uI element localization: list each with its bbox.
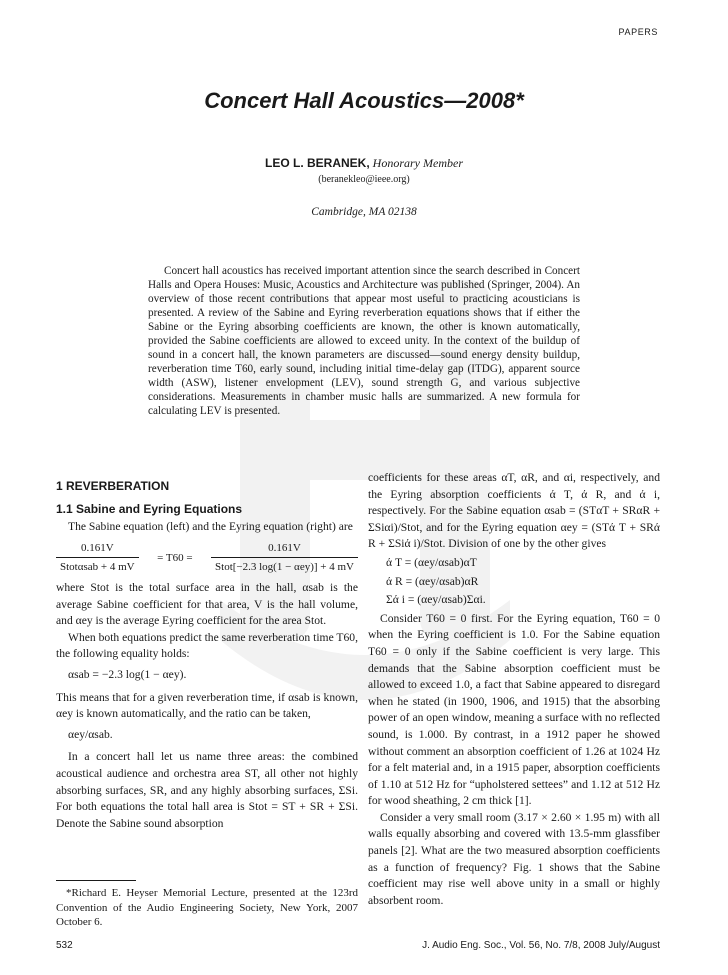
right-column bbox=[368, 470, 660, 909]
sabine-denominator: Stotαsab + 4 mV bbox=[56, 557, 139, 576]
author-role: Honorary Member bbox=[372, 156, 463, 170]
equation-alpha-i: Σά i = (αey/αsab)Σαi. bbox=[386, 593, 486, 607]
section-heading: 1 REVERBERATION bbox=[56, 479, 170, 493]
equation-ratio: αey/αsab. bbox=[68, 727, 113, 741]
author-name: LEO L. BERANEK, bbox=[265, 156, 370, 170]
equation-sabine-eyring bbox=[56, 540, 358, 576]
paragraph-3: When both equations predict the same reverberation time T60, the following equality holds: bbox=[56, 630, 358, 661]
paragraph-5: In a concert hall let us name three areas: the combined acoustical audience and orchestra area ST, all other not highly absorbing surfaces, SR, and any highly absorbing surfaces, ΣSi. For both equations the total hall area is Stot = ST + SR + ΣSi. Denote the Sabine sound absorption bbox=[56, 750, 358, 830]
abstract: Concert hall acoustics has received important attention since the search described in Concert Halls and Opera Houses: Music, Acoustics and Architecture was published (Springer, 2004). An overview of those recent contributions that appear most useful to practicing acousticians is presented. A review of the Sabine and Eyring reverberation equations shows that if either the Sabine or the Eyring absorbing coefficients are known, the other is known automatically, provided the Sabine coefficients are allowed to exceed unity. In the context of the buildup of sound in a concert hall, the known parameters are discussed—sound energy density buildup, reverberation time T60, early sound, including initial time-delay gap (ITDG), apparent source width (ASW), listener envelopment (LEV), sound strength G, and various subjective considerations. Measurements in chamber music halls are summarized. A new formula for calculating LEV is presented. bbox=[148, 265, 580, 417]
equation-equality: αsab = −2.3 log(1 − αey). bbox=[68, 667, 187, 681]
paragraph-7: Consider T60 = 0 first. For the Eyring equation, T60 = 0 when the Eyring coefficient is 1.0. For the Sabine equation T60 = 0 only if the Sabine coefficient is very large. This demands that the Sabine absorption coefficient must be allowed to exceed 1.0, a fact that Sabine appeared to disregard when he stated (in 1900, 1906, and 1915) that the absorbing power of an open window, meaning a surface with no reflected sound, is 1.000. By contrast, in a 1912 paper he showed without comment an absorption coefficient of 1.26 at 1024 Hz for a felt material and, in a 1915 paper, absorption coefficients of 1.10 at 512 Hz for “upholstered settees” and 1.12 at 512 Hz for wood sheathing, 2 cm thick [1]. bbox=[368, 611, 660, 808]
author-affiliation: Cambridge, MA 02138 bbox=[311, 206, 417, 218]
sabine-fraction bbox=[56, 540, 139, 576]
author-line bbox=[0, 156, 728, 171]
left-column bbox=[56, 478, 358, 832]
paragraph-4: This means that for a given reverberation time, if αsab is known, αey is known automatically, and the ratio can be taken, bbox=[56, 690, 358, 721]
equation-alpha-r: ά R = (αey/αsab)αR bbox=[386, 574, 479, 588]
paragraph-1: The Sabine equation (left) and the Eyring equation (right) are bbox=[68, 520, 353, 534]
eyring-fraction bbox=[211, 540, 358, 576]
author-email: (beranekleo@ieee.org) bbox=[318, 174, 410, 185]
footnote: *Richard E. Heyser Memorial Lecture, presented at the 123rd Convention of the Audio Engineering Society, New York, 2007 October 6. bbox=[56, 887, 358, 928]
paper-title: Concert Hall Acoustics—2008* bbox=[204, 88, 524, 113]
equation-alpha-t: ά T = (αey/αsab)αT bbox=[386, 555, 477, 569]
eyring-numerator: 0.161V bbox=[268, 541, 301, 554]
sabine-numerator: 0.161V bbox=[80, 541, 114, 554]
footnote-divider bbox=[56, 880, 136, 881]
paragraph-8: Consider a very small room (3.17 × 2.60 × 1.95 m) with all walls equally absorbing and covered with 13.5-mm glassfiber panels [2]. What are the two measured absorption coefficients as a function of frequency? Fig. 1 shows that the Sabine coefficient may rise well above unity in a small or highly absorbent room. bbox=[368, 810, 660, 907]
paragraph-6: coefficients for these areas αT, αR, and αi, respectively, and the Eyring absorption coefficients ά T, ά R, and ά i, respectively. For the Sabine equation αsab = (STαT + SRαR + ΣSiαi)/Stot, and for the Eyring equation αey = (STά T + SRά R + ΣSiά i)/Stot. Division of one by the other gives bbox=[368, 471, 660, 551]
equation-middle: = T60 = bbox=[157, 551, 193, 564]
journal-reference: J. Audio Eng. Soc., Vol. 56, No. 7/8, 2008 July/August bbox=[422, 940, 660, 951]
page-number: 532 bbox=[56, 940, 73, 951]
paragraph-2: where Stot is the total surface area in the hall, αsab is the average Sabine coefficient for that area, V is the hall volume, and αey is the average Eyring coefficient for the area Stot. bbox=[56, 580, 358, 628]
subsection-heading: 1.1 Sabine and Eyring Equations bbox=[56, 501, 243, 516]
section-label: PAPERS bbox=[618, 27, 658, 37]
eyring-denominator: Stot[−2.3 log(1 − αey)] + 4 mV bbox=[211, 557, 358, 576]
